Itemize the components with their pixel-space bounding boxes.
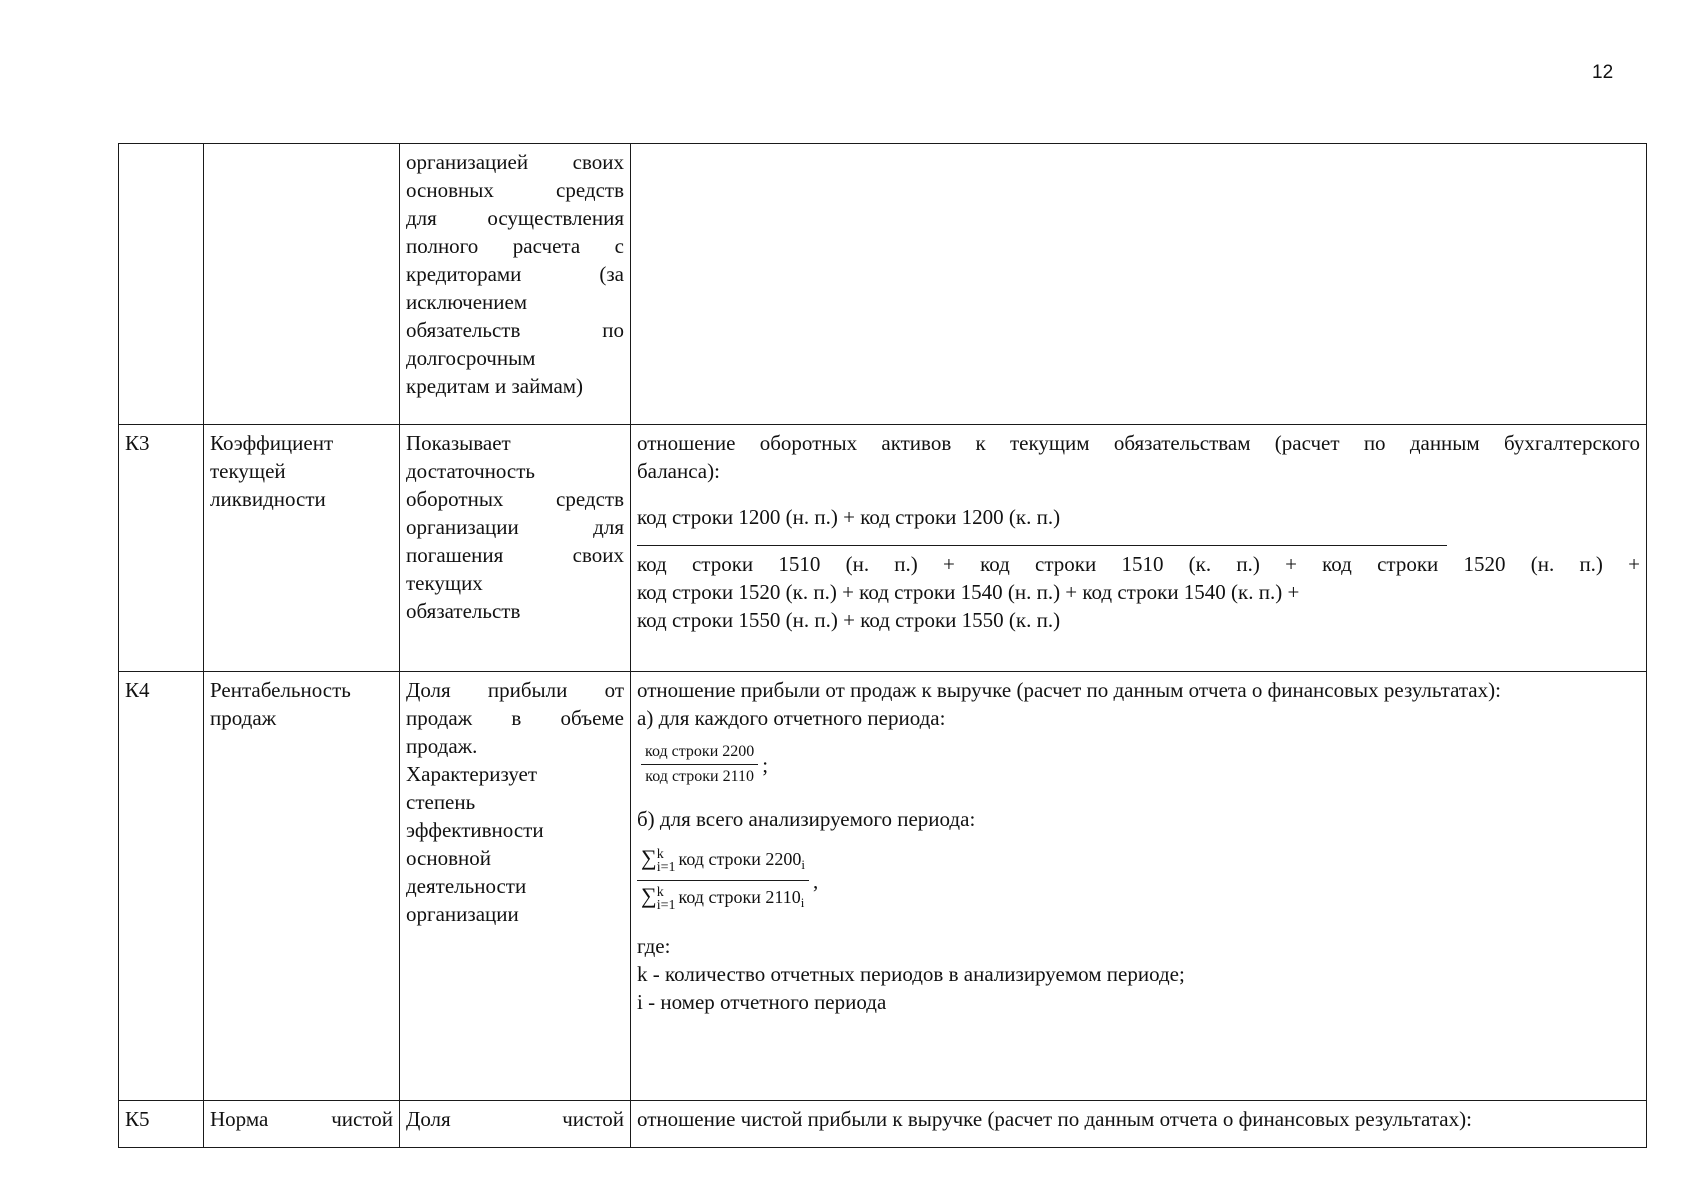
sum-symbol: ∑: [641, 883, 657, 908]
description-line: обязательств по: [406, 318, 624, 342]
formula-cell: [631, 144, 1647, 425]
name-line: Рентабельность: [210, 678, 351, 702]
description-line: степень: [406, 790, 476, 814]
name-cell: [204, 425, 400, 672]
formula-cell: [631, 425, 1647, 672]
fraction-b-denominator: [637, 881, 809, 914]
formula-cell: [631, 1101, 1647, 1148]
fraction-b-suffix: ,: [813, 868, 819, 893]
table-row-continuation: [119, 144, 1647, 425]
table-row-k4: [119, 672, 1647, 1101]
spacer: [637, 485, 1640, 503]
description-cell: [400, 425, 631, 672]
sum-lower: i=1: [656, 897, 676, 913]
sum-limits: [657, 886, 676, 912]
fraction-a: [637, 742, 1640, 787]
description-line: основных средств: [406, 178, 624, 202]
item-a-label: а) для каждого отчетного периода:: [637, 706, 946, 730]
description-line: Доля прибыли от: [406, 678, 624, 702]
fraction-a-denominator: код строки 2110: [645, 768, 754, 785]
definition-i: i - номер отчетного периода: [637, 990, 887, 1014]
description-line: исключением: [406, 290, 528, 314]
description-line: кредиторами (за: [406, 262, 624, 286]
name-line: Коэффициент: [210, 431, 334, 455]
item-b-label: б) для всего анализируемого периода:: [637, 807, 976, 831]
description-word: Доля: [406, 1107, 451, 1131]
index-i: i: [801, 857, 806, 872]
sum-upper: k: [656, 846, 664, 862]
description-line: кредитам и займам): [406, 374, 584, 398]
where-label: где:: [637, 934, 671, 958]
fraction-bar: [637, 545, 1447, 546]
description-line: продаж в объеме: [406, 706, 624, 730]
description-line: текущих: [406, 571, 483, 595]
code-cell: К3: [119, 425, 204, 672]
description-line: организации для: [406, 515, 624, 539]
name-word: Норма: [210, 1107, 269, 1131]
fraction-b-body: [637, 847, 809, 914]
name-line: продаж: [210, 706, 277, 730]
formula-intro: отношение чистой прибыли к выручке (расчет по данным отчета о финансовых результатах):: [637, 1107, 1472, 1131]
fraction-denominator: код строки 1550 (н. п.) + код строки 1550 (к. п.): [637, 608, 1061, 632]
description-line: продаж.: [406, 734, 478, 758]
name-line: текущей: [210, 459, 286, 483]
table-row-k5: [119, 1101, 1647, 1148]
indicators-table: [118, 143, 1647, 1148]
fraction-numerator: код строки 1200 (н. п.) + код строки 1200 (к. п.): [637, 505, 1061, 529]
definition-k: k - количество отчетных периодов в анализируемом периоде;: [637, 962, 1185, 986]
description-line: Характеризует: [406, 762, 538, 786]
denominator-text: код строки 2110: [678, 887, 801, 907]
description-cell: [400, 1101, 631, 1148]
name-cell: [204, 1101, 400, 1148]
fraction-b: [637, 847, 1640, 914]
sum-lower: i=1: [656, 859, 676, 875]
formula-intro: отношение оборотных активов к текущим обязательствам (расчет по данным бухгалтерского: [637, 431, 1640, 455]
description-line: деятельности: [406, 874, 527, 898]
description-line: эффективности: [406, 818, 544, 842]
description-word: чистой: [562, 1107, 624, 1131]
formula-cell: [631, 672, 1647, 1101]
code-cell: К5: [119, 1101, 204, 1148]
fraction-a-numerator: код строки 2200: [641, 742, 758, 765]
description-line: организации: [406, 902, 519, 926]
name-word: чистой: [331, 1107, 393, 1131]
description-cell: [400, 144, 631, 425]
numerator-text: код строки 2200: [678, 849, 802, 869]
spacer: [637, 787, 1640, 805]
description-line: обязательств: [406, 599, 521, 623]
index-i: i: [800, 895, 805, 910]
formula-intro: отношение прибыли от продаж к выручке (расчет по данным отчета о финансовых результатах):: [637, 678, 1501, 702]
description-line: долгосрочным: [406, 346, 536, 370]
name-line: [210, 1105, 393, 1133]
fraction-b-numerator: [637, 847, 809, 881]
name-line: ликвидности: [210, 487, 326, 511]
description-line: для осуществления: [406, 206, 624, 230]
sum-symbol: ∑: [641, 845, 657, 870]
description-cell: [400, 672, 631, 1101]
description-line: Показывает: [406, 431, 511, 455]
name-cell: [204, 672, 400, 1101]
name-cell: [204, 144, 400, 425]
table-row-k3: [119, 425, 1647, 672]
fraction-a-suffix: ;: [762, 752, 769, 777]
description-line: достаточность: [406, 459, 535, 483]
description-line: оборотных средств: [406, 487, 624, 511]
description-line: погашения своих: [406, 543, 624, 567]
formula-intro: баланса):: [637, 459, 720, 483]
description-line: организацией своих: [406, 150, 624, 174]
fraction-denominator: код строки 1510 (н. п.) + код строки 1510 (к. п.) + код строки 1520 (н. п.) +: [637, 552, 1640, 576]
sum-upper: k: [656, 884, 664, 900]
fraction-denominator: код строки 1520 (к. п.) + код строки 1540 (н. п.) + код строки 1540 (к. п.) +: [637, 580, 1300, 604]
page-number: 12: [1592, 62, 1614, 83]
code-cell: К4: [119, 672, 204, 1101]
code-cell: [119, 144, 204, 425]
description-line: полного расчета с: [406, 234, 624, 258]
spacer: [637, 914, 1640, 932]
sum-limits: [657, 848, 676, 874]
description-line: основной: [406, 846, 491, 870]
fraction-a-body: [641, 742, 758, 787]
description-line: [406, 1105, 624, 1133]
